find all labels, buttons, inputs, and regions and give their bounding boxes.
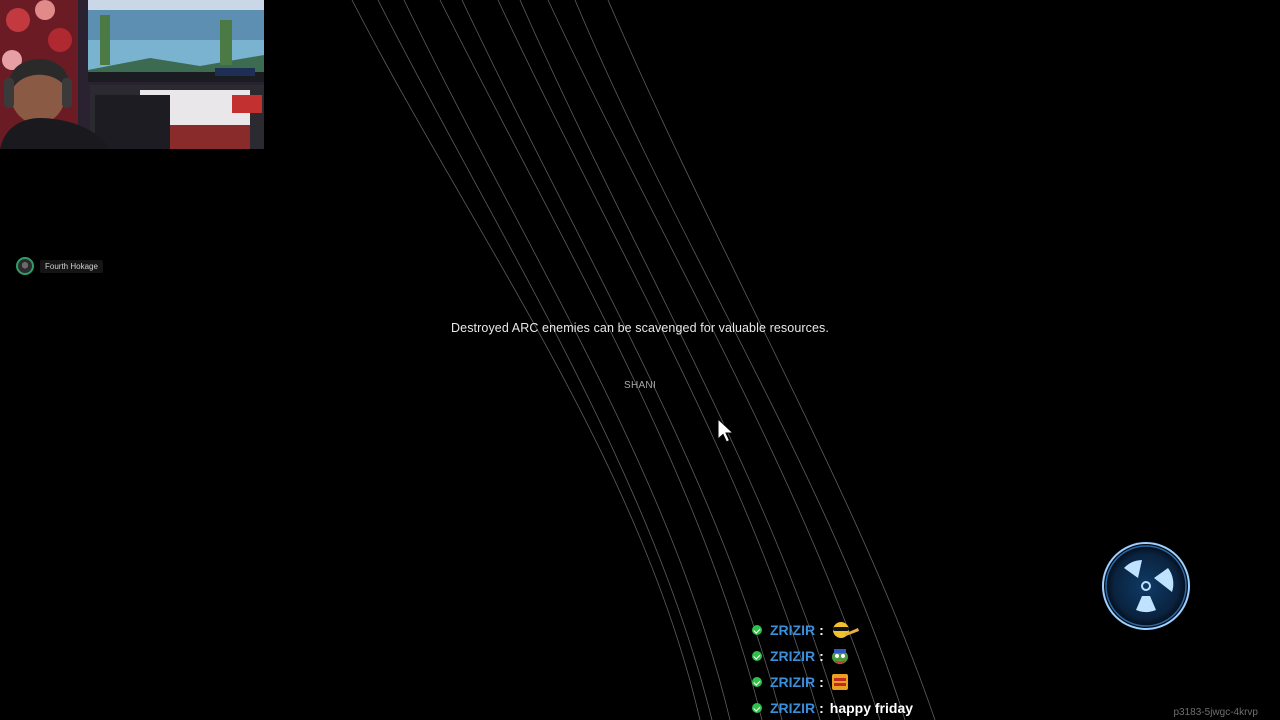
verified-badge-icon <box>752 703 762 713</box>
mouse-cursor-icon <box>716 418 736 444</box>
chat-message <box>752 643 1052 669</box>
verified-badge-icon <box>752 651 762 661</box>
pepe-frog-emote-icon <box>830 646 860 666</box>
loading-speaker: SHANI <box>623 380 657 391</box>
verified-badge-icon <box>752 625 762 635</box>
loading-spinner-icon <box>1098 538 1194 634</box>
food-box-emote-icon <box>830 672 860 692</box>
chat-separator: : <box>819 700 824 716</box>
party-member-avatar <box>16 257 34 275</box>
chat-message-text: happy friday <box>829 700 914 716</box>
chat-separator: : <box>819 622 824 638</box>
chat-message <box>752 669 1052 695</box>
loading-tip: Destroyed ARC enemies can be scavenged for valuable resources. <box>451 321 829 335</box>
sunglasses-emote-icon <box>830 620 860 640</box>
chat-username: ZRIZIR <box>770 622 816 638</box>
session-id-label: p3183-5jwgc-4krvp <box>1173 707 1258 718</box>
chat-username: ZRIZIR <box>770 674 816 690</box>
chat-message <box>752 695 1052 720</box>
chat-message <box>752 617 1052 643</box>
verified-badge-icon <box>752 677 762 687</box>
party-member-name: Fourth Hokage <box>40 260 103 273</box>
chat-separator: : <box>819 648 824 664</box>
webcam-overlay <box>0 0 264 149</box>
chat-username: ZRIZIR <box>770 700 816 716</box>
chat-username: ZRIZIR <box>770 648 816 664</box>
chat-separator: : <box>819 674 824 690</box>
party-member <box>16 256 103 276</box>
stream-chat-overlay <box>752 617 1052 720</box>
